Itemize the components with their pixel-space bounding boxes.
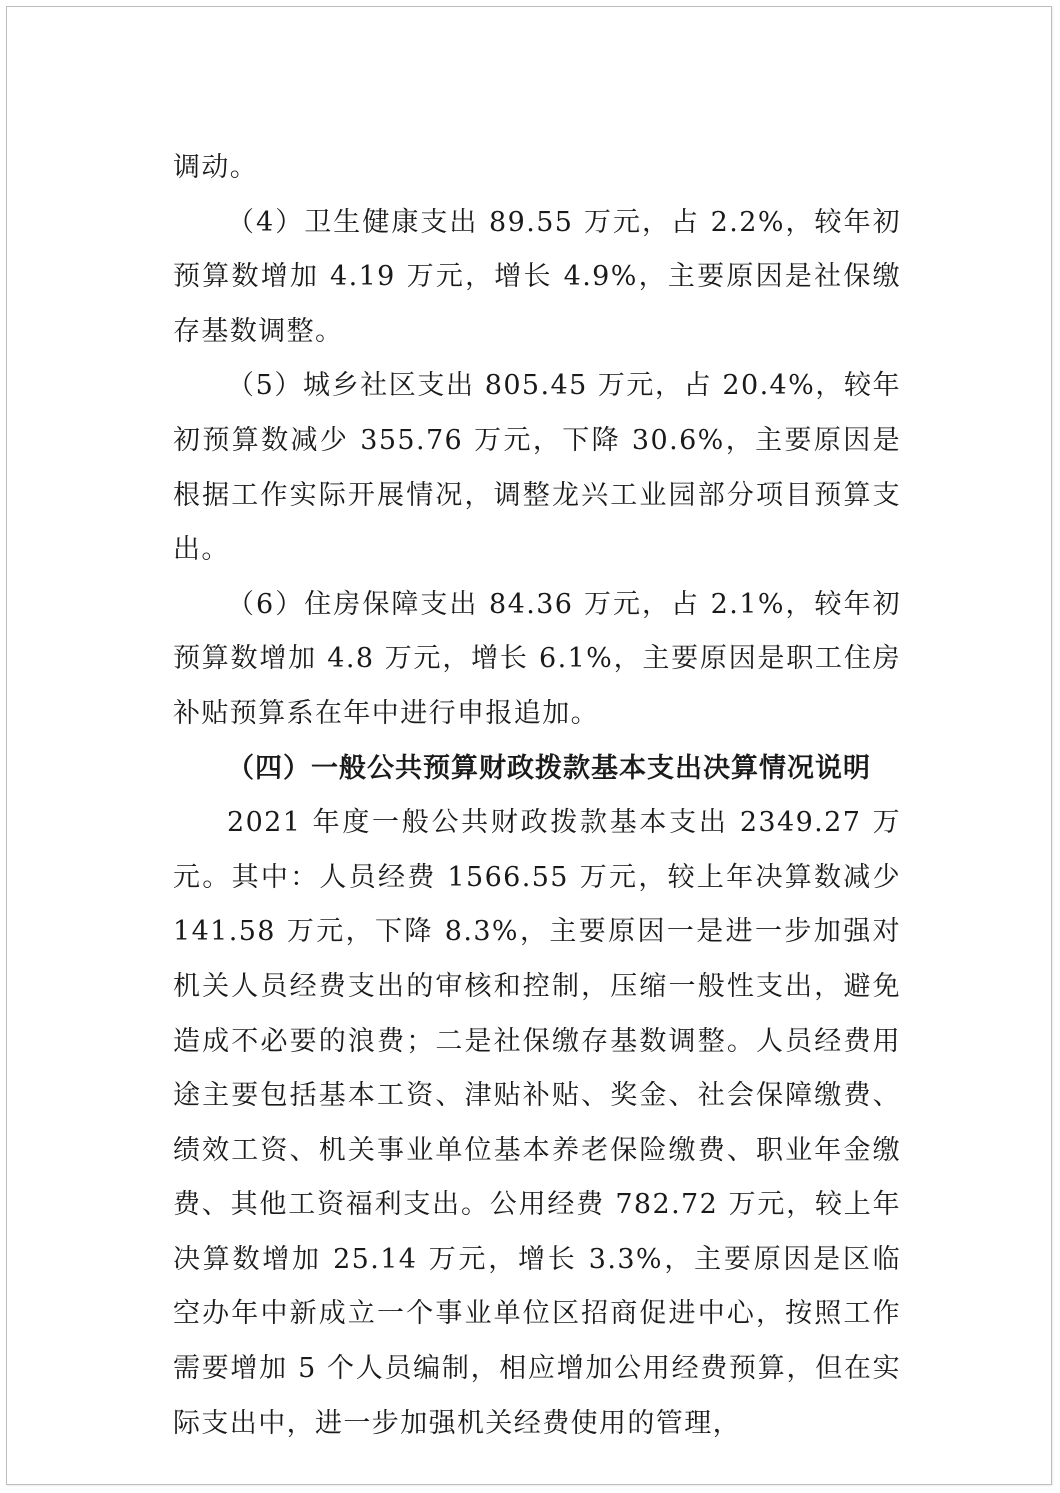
document-page <box>6 6 1052 1485</box>
paragraph-basic-expenditure: 2021 年度一般公共财政拨款基本支出 2349.27 万元。其中：人员经费 1566.55 万元，较上年决算数减少 141.58 万元，下降 8.3%，主要原因一是进一步加强对机关人员经费支出的审核和控制，压缩一般性支出，避免造成不必要的浪费；二是社保缴存基数调整。人员经费用途主要包括基本工资、津贴补贴、奖金、社会保障缴费、绩效工资、机关事业单位基本养老保险缴费、职业年金缴费、其他工资福利支出。公用经费 782.72 万元，较上年决算数增加 25.14 万元，增长 3.3%，主要原因是区临空办年中新成立一个事业单位区招商促进中心，按照工作需要增加 5 个人员编制，相应增加公用经费预算，但在实际支出中，进一步加强机关经费使用的管理， <box>173 807 901 1439</box>
paragraph-continuation: 调动。 <box>173 152 259 183</box>
paragraph-housing-expenditure: （6）住房保障支出 84.36 万元，占 2.1%，较年初预算数增加 4.8 万元，增长 6.1%，主要原因是职工住房补贴预算系在年中进行申报追加。 <box>173 588 901 729</box>
section-heading: （四）一般公共预算财政拨款基本支出决算情况说明 <box>227 752 871 784</box>
paragraph-urban-rural-expenditure: （5）城乡社区支出 805.45 万元，占 20.4%，较年初预算数减少 355.76 万元，下降 30.6%，主要原因是根据工作实际开展情况，调整龙兴工业园部分项目预算支出。 <box>173 370 901 566</box>
document-body <box>173 141 901 1451</box>
paragraph-health-expenditure: （4）卫生健康支出 89.55 万元，占 2.2%，较年初预算数增加 4.19 万元，增长 4.9%，主要原因是社保缴存基数调整。 <box>173 206 901 347</box>
